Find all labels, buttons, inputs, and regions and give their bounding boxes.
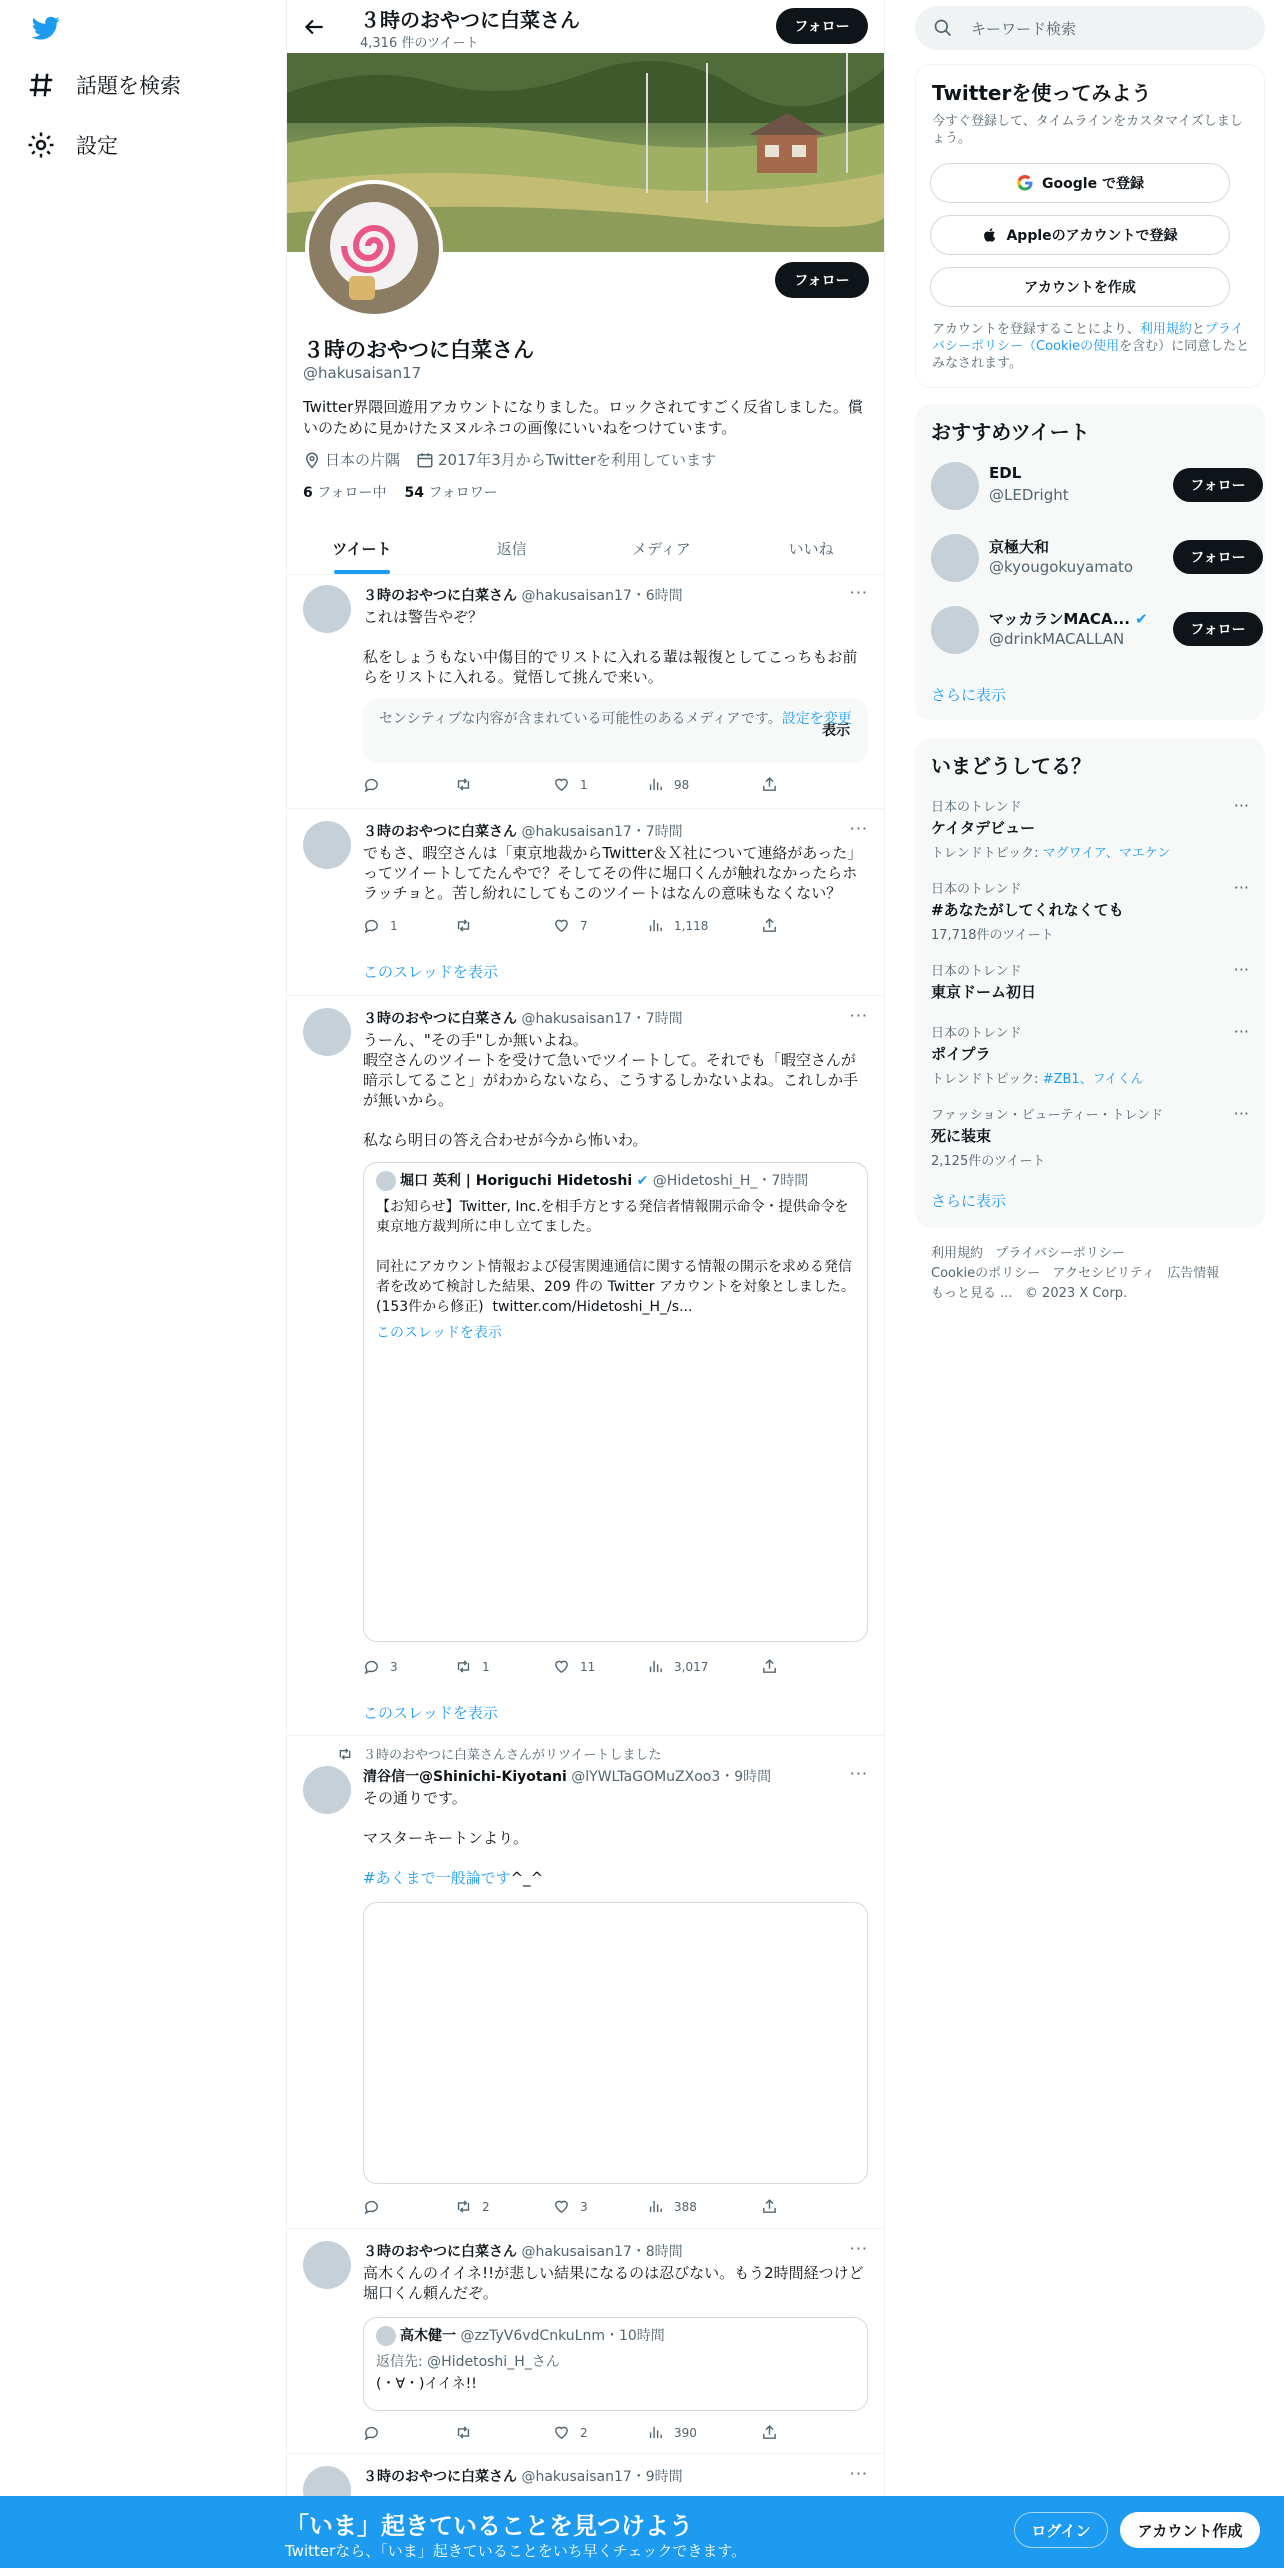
trend-tweet-count: 2,125件のツイート xyxy=(931,1154,1046,1169)
retweet-icon xyxy=(455,2198,472,2215)
quoted-tweet[interactable] xyxy=(363,2317,868,2411)
like-count: 2 xyxy=(580,2425,588,2440)
quote-header xyxy=(376,1171,808,1191)
recommended-account[interactable] xyxy=(931,528,1249,588)
apple-icon xyxy=(982,226,998,244)
trend-topic-links[interactable]: マグワイア、マエケン xyxy=(1042,846,1171,861)
location-pin-icon xyxy=(303,451,321,469)
tweet[interactable] xyxy=(287,809,885,996)
more-icon[interactable]: ··· xyxy=(849,1764,868,1783)
quoted-tweet[interactable] xyxy=(363,1162,868,1642)
tweet-author-name[interactable]: 清谷信一@Shinichi-Kiyotani xyxy=(363,1769,567,1785)
views-chart-icon xyxy=(647,1658,664,1675)
avatar[interactable] xyxy=(931,462,979,510)
reply-button[interactable] xyxy=(363,1658,398,1675)
like-count: 3 xyxy=(580,2199,588,2214)
back-arrow-icon[interactable] xyxy=(301,14,327,40)
trend-topic-links[interactable]: #ZB1、フイくん xyxy=(1042,1072,1144,1087)
tweet[interactable] xyxy=(287,996,885,1736)
tweet-text: でもさ、暇空さんは「東京地裁からTwitter＆Ｘ社について連絡があった」ってツイートしてたんやで？そしてその件に堀口くんが触れなかったらホラッチョと。苦し紛れにしてもこのツイートはなんの意味もなくない？ xyxy=(363,844,863,902)
tweet-header xyxy=(363,2466,683,2486)
trend-topics-prefix: トレンドトピック: xyxy=(931,846,1043,861)
recommended-title: おすすめツイート xyxy=(931,420,1090,444)
views-chart-icon xyxy=(647,776,664,793)
views-count: 98 xyxy=(674,777,690,792)
heart-icon xyxy=(553,2198,570,2215)
avatar[interactable] xyxy=(931,534,979,582)
footer-line-2[interactable]: Cookieのポリシー アクセシビリティ 広告情報 xyxy=(931,1266,1220,1281)
tweet-header xyxy=(363,821,683,841)
retweet-button[interactable] xyxy=(455,1658,490,1675)
trend-item[interactable] xyxy=(931,1022,1249,1087)
views-chart-icon xyxy=(647,2198,664,2215)
signup-terms xyxy=(932,321,1250,372)
login-prompt-subtitle: Twitterなら、「いま」起きていることをいち早くチェックできます。 xyxy=(285,2542,747,2560)
tab-likes[interactable]: いいね xyxy=(788,539,834,558)
trend-item[interactable] xyxy=(931,960,1249,1002)
avatar[interactable] xyxy=(303,1008,351,1056)
signup-button[interactable]: アカウント作成 xyxy=(1120,2512,1260,2548)
apple-signup-button[interactable] xyxy=(930,215,1230,255)
retweeted-by-text[interactable]: ３時のおやつに白菜さんさんがリツイートしました xyxy=(363,1748,662,1763)
show-more-link[interactable]: さらに表示 xyxy=(931,686,1007,704)
signup-card xyxy=(915,64,1265,388)
tweet-author-name[interactable]: ３時のおやつに白菜さん xyxy=(363,2244,517,2260)
quote-avatar xyxy=(376,2326,396,2346)
share-button[interactable] xyxy=(761,2424,778,2441)
recommended-card xyxy=(915,404,1265,720)
avatar[interactable] xyxy=(303,1766,351,1814)
heart-icon xyxy=(553,1658,570,1675)
nav-settings-label: 設定 xyxy=(76,134,118,158)
tweet-text: これは警告やぞ？ 私をしょうもない中傷目的でリストに入れる輩は報復としてこっちもお前らをリストに入れる。覚悟して挑んで来い。 xyxy=(363,608,858,686)
trends-card xyxy=(915,738,1265,1228)
tweet-handle-time: @hakusaisan17・7時間 xyxy=(521,824,683,840)
views-button[interactable] xyxy=(647,776,689,793)
show-media-button[interactable]: 表示 xyxy=(822,723,850,739)
follow-button[interactable]: フォロー xyxy=(1173,540,1263,574)
reply-icon xyxy=(363,2198,380,2215)
tweet-hashtag-line xyxy=(363,1868,868,1888)
like-button[interactable] xyxy=(553,2198,588,2215)
like-button[interactable] xyxy=(553,2424,588,2441)
share-icon xyxy=(761,1658,778,1675)
quote-show-thread[interactable]: このスレッドを表示 xyxy=(376,1325,502,1341)
retweet-button[interactable] xyxy=(455,917,482,934)
nav-settings[interactable] xyxy=(26,130,118,160)
nav-explore-label: 話題を検索 xyxy=(76,74,181,98)
footer-line-3[interactable]: もっと見る ... © 2023 X Corp. xyxy=(931,1286,1128,1301)
tweet-handle-time: @hakusaisan17・8時間 xyxy=(521,2244,683,2260)
heart-icon xyxy=(553,2424,570,2441)
hashtag-icon xyxy=(26,70,56,100)
retweet-icon xyxy=(455,776,472,793)
terms-text-pre: アカウントを登録することにより、 xyxy=(932,322,1140,337)
trend-topics xyxy=(931,842,1249,861)
login-prompt-bar xyxy=(0,2496,1284,2568)
media-embed[interactable] xyxy=(363,1902,868,2184)
trend-name: ポイプラ xyxy=(931,1045,991,1063)
more-icon[interactable]: ··· xyxy=(1233,960,1249,979)
profile-avatar[interactable] xyxy=(305,180,443,318)
tweet-handle-time: @hakusaisan17・6時間 xyxy=(521,588,683,604)
views-count: 3,017 xyxy=(674,1659,709,1674)
share-icon xyxy=(761,2424,778,2441)
share-icon xyxy=(761,776,778,793)
quote-author-name: 高木健一 xyxy=(400,2328,456,2344)
tab-replies[interactable]: 返信 xyxy=(496,539,527,558)
retweet-context xyxy=(337,1744,661,1763)
apple-signup-label: Appleのアカウントで登録 xyxy=(1006,228,1178,244)
tweet-handle-time: @hakusaisan17・7時間 xyxy=(521,1011,683,1027)
tweet-author-name[interactable]: ３時のおやつに白菜さん xyxy=(363,2469,517,2485)
quote-handle-time: @Hidetoshi_H_・7時間 xyxy=(652,1173,809,1189)
profile-follow-stats xyxy=(303,482,498,502)
heart-icon xyxy=(553,917,570,934)
retweet-button[interactable] xyxy=(455,2198,490,2215)
share-button[interactable] xyxy=(761,1658,778,1675)
tweet-header xyxy=(363,1766,771,1786)
trend-item[interactable] xyxy=(931,796,1249,861)
login-button[interactable]: ログイン xyxy=(1014,2512,1108,2548)
search-placeholder: キーワード検索 xyxy=(971,19,1077,38)
views-chart-icon xyxy=(647,917,664,934)
tweet-author-name[interactable]: ３時のおやつに白菜さん xyxy=(363,588,517,604)
quote-header xyxy=(376,2326,665,2346)
trends-title: いまどうしてる？ xyxy=(931,754,1091,778)
header-name: ３時のおやつに白菜さん xyxy=(360,8,580,32)
trend-category: ファッション・ビューティー・トレンド xyxy=(931,1108,1164,1123)
tweet[interactable] xyxy=(287,2229,885,2454)
quote-text: 【お知らせ】Twitter, Inc.を相手方とする発信者情報開示命令・提供命令を東京地方裁判所に申し立てました。 同社にアカウント情報および侵害関連通信に関する情報の開示を求める発信者を改めて検討した結果、209 件の Twitter アカウントを対象としました。(153件から修正) twitter.com/Hidetoshi_H_/s... xyxy=(376,1199,855,1315)
followers-label: フォロワー xyxy=(428,485,498,501)
reply-icon xyxy=(363,2424,380,2441)
followers-count: 54 xyxy=(404,485,424,501)
tweet-author-name[interactable]: ３時のおやつに白菜さん xyxy=(363,824,517,840)
tab-tweets[interactable]: ツイート xyxy=(287,522,437,574)
profile-handle: @hakusaisan17 xyxy=(303,364,422,382)
following-link[interactable] xyxy=(303,482,387,502)
trend-item[interactable] xyxy=(931,878,1249,943)
retweet-icon xyxy=(455,1658,472,1675)
share-icon xyxy=(761,2198,778,2215)
views-button[interactable] xyxy=(647,2198,697,2215)
account-name-text: マッカランMACA... xyxy=(989,610,1130,628)
tweet[interactable] xyxy=(287,1736,885,2229)
tweet-header xyxy=(363,2241,683,2261)
quote-avatar xyxy=(376,1171,396,1191)
tweet-header xyxy=(363,1008,683,1028)
trend-topics-prefix: トレンドトピック: xyxy=(931,1072,1043,1087)
more-icon[interactable]: ··· xyxy=(849,1006,868,1025)
avatar[interactable] xyxy=(303,821,351,869)
tweet-handle-time: @hakusaisan17・9時間 xyxy=(521,2469,683,2485)
recommended-account[interactable] xyxy=(931,600,1249,660)
account-name: EDL xyxy=(989,464,1022,482)
reply-icon xyxy=(363,776,380,793)
trend-name: 死に装束 xyxy=(931,1127,992,1145)
views-button[interactable] xyxy=(647,917,708,934)
trend-category: 日本のトレンド xyxy=(931,1026,1022,1041)
change-settings-link[interactable]: 設定を変更 xyxy=(781,711,852,727)
calendar-icon xyxy=(416,451,434,469)
reply-icon xyxy=(363,1658,380,1675)
account-handle: @kyougokuyamato xyxy=(989,558,1134,576)
quote-handle-time: @zzTyV6vdCnkuLnm・10時間 xyxy=(460,2328,665,2344)
retweet-count: 2 xyxy=(482,2199,490,2214)
account-name xyxy=(989,608,1148,629)
footer-line-1[interactable]: 利用規約 プライバシーポリシー xyxy=(931,1246,1125,1261)
tweet-text: 高木くんのイイネ!!が悲しい結果になるのは忍びない。もう2時間経つけど堀口くん頼んだぞ。 xyxy=(363,2264,864,2302)
more-icon[interactable]: ··· xyxy=(849,819,868,838)
header-tweet-count: 4,316 件のツイート xyxy=(360,36,479,51)
reply-button[interactable] xyxy=(363,2198,390,2215)
views-count: 1,118 xyxy=(674,918,709,933)
quote-text: (・∀・)イイネ!! xyxy=(376,2376,477,2392)
cookie-link[interactable]: （Cookieの使用 xyxy=(1023,339,1120,354)
sensitive-media-notice xyxy=(363,699,868,763)
more-icon[interactable]: ··· xyxy=(849,2464,868,2483)
quote-reply-to: 返信先: @Hidetoshi_H_さん xyxy=(376,2354,560,2370)
retweet-icon xyxy=(337,1746,353,1762)
privacy-link[interactable]: プライバシーポリシー xyxy=(932,322,1244,354)
google-signup-button[interactable] xyxy=(930,163,1230,203)
like-button[interactable] xyxy=(553,1658,595,1675)
tweet-header xyxy=(363,585,683,605)
retweet-icon xyxy=(455,917,472,934)
more-icon[interactable]: ··· xyxy=(1233,796,1249,815)
profile-follow-button[interactable]: フォロー xyxy=(775,262,869,298)
search-input[interactable] xyxy=(915,6,1265,50)
main-column xyxy=(286,0,885,2568)
trend-name: #あなたがしてくれなくても xyxy=(931,901,1124,919)
like-button[interactable] xyxy=(553,776,588,793)
retweet-button[interactable] xyxy=(455,2424,482,2441)
avatar[interactable] xyxy=(303,2241,351,2289)
verified-badge-icon: ✔ xyxy=(636,1173,649,1189)
tab-media[interactable]: メディア xyxy=(631,539,691,558)
reply-icon xyxy=(363,917,380,934)
profile-joined xyxy=(416,449,716,470)
like-count: 1 xyxy=(580,777,588,792)
search-icon xyxy=(933,18,953,38)
trend-tweet-count: 17,718件のツイート xyxy=(931,928,1054,943)
terms-link[interactable]: 利用規約 xyxy=(1139,322,1192,337)
views-button[interactable] xyxy=(647,1658,708,1675)
heart-icon xyxy=(553,776,570,793)
like-count: 7 xyxy=(580,918,588,933)
reply-button[interactable] xyxy=(363,776,390,793)
trend-topics xyxy=(931,1068,1249,1087)
trend-item[interactable] xyxy=(931,1104,1249,1169)
show-thread-link[interactable]: このスレッドを表示 xyxy=(363,963,498,981)
followers-link[interactable] xyxy=(405,482,498,502)
more-icon[interactable]: ··· xyxy=(1233,1022,1249,1041)
share-button[interactable] xyxy=(761,2198,778,2215)
retweet-icon xyxy=(455,2424,472,2441)
retweet-button[interactable] xyxy=(455,776,482,793)
share-icon xyxy=(761,917,778,934)
twitter-bird-icon[interactable] xyxy=(30,14,62,42)
trend-category: 日本のトレンド xyxy=(931,964,1022,979)
verified-badge-icon: ✔ xyxy=(1135,610,1148,628)
share-button[interactable] xyxy=(761,776,778,793)
trend-category: 日本のトレンド xyxy=(931,882,1022,897)
profile-location-text: 日本の片隅 xyxy=(325,451,401,469)
tweet-handle-time: @lYWLTaGOMuZXoo3・9時間 xyxy=(571,1769,772,1785)
profile-tabs xyxy=(287,522,885,575)
google-icon xyxy=(1016,174,1034,192)
follow-button[interactable]: フォロー xyxy=(1173,468,1263,502)
profile-header-bar xyxy=(287,0,885,53)
login-prompt-title: 「いま」起きていることを見つけよう xyxy=(285,2512,693,2540)
create-account-button[interactable]: アカウントを作成 xyxy=(930,267,1230,307)
terms-text-post: を含む）に同意したとみなされます。 xyxy=(932,339,1250,371)
avatar[interactable] xyxy=(303,585,351,633)
views-count: 388 xyxy=(674,2199,697,2214)
views-button[interactable] xyxy=(647,2424,697,2441)
reply-count: 1 xyxy=(390,918,398,933)
nav-explore[interactable] xyxy=(26,70,181,100)
profile-location xyxy=(303,449,400,470)
footer-links xyxy=(931,1244,1219,1304)
tweet-text: うーん、"その手"しか無いよね。 暇空さんのツイートを受けて急いでツイートして。それでも「暇空さんが暗示してること」がわからないなら、こうするしかないよね。これしか手が無いから。 私なら明日の答え合わせが今から怖いわ。 xyxy=(363,1031,859,1149)
recommended-account[interactable] xyxy=(931,456,1249,516)
header-follow-button[interactable]: フォロー xyxy=(776,8,868,44)
account-handle: @LEDright xyxy=(989,486,1069,504)
trend-name: ケイタデビュー xyxy=(931,819,1035,837)
profile-name: ３時のおやつに白菜さん xyxy=(303,338,534,362)
more-icon[interactable]: ··· xyxy=(849,583,868,602)
profile-meta xyxy=(303,449,716,470)
tweet[interactable] xyxy=(287,575,885,809)
more-icon[interactable]: ··· xyxy=(1233,878,1249,897)
quote-author-name: 堀口 英利 | Horiguchi Hidetoshi xyxy=(400,1173,633,1189)
show-thread-link[interactable]: このスレッドを表示 xyxy=(363,1704,498,1722)
like-button[interactable] xyxy=(553,917,588,934)
account-handle: @drinkMACALLAN xyxy=(989,630,1125,648)
views-count: 390 xyxy=(674,2425,697,2440)
views-chart-icon xyxy=(647,2424,664,2441)
tweet-text: その通りです。 マスターキートンより。 xyxy=(363,1789,529,1847)
google-signup-label: Google で登録 xyxy=(1042,176,1144,192)
retweet-count: 1 xyxy=(482,1659,490,1674)
trend-name: 東京ドーム初日 xyxy=(931,983,1037,1001)
show-more-link[interactable]: さらに表示 xyxy=(931,1192,1007,1210)
profile-bio: Twitter界隈回遊用アカウントになりました。ロックされてすごく反省しました。償いのために見かけたヌヌルネコの画像にいいねをつけています。 xyxy=(303,398,863,437)
gear-icon xyxy=(26,130,56,160)
sensitive-text: センシティブな内容が含まれている可能性のあるメディアです。 xyxy=(379,711,782,727)
profile-joined-text: 2017年3月からTwitterを利用しています xyxy=(438,451,717,469)
reply-count: 3 xyxy=(390,1659,398,1674)
left-nav xyxy=(0,0,286,2568)
more-icon[interactable]: ··· xyxy=(849,2239,868,2258)
reply-button[interactable] xyxy=(363,2424,390,2441)
trend-category: 日本のトレンド xyxy=(931,800,1022,815)
following-label: フォロー中 xyxy=(317,485,387,501)
like-count: 11 xyxy=(580,1659,596,1674)
hashtag-link[interactable]: #あくまで一般論です xyxy=(363,1869,511,1887)
naruto-avatar-image xyxy=(309,184,439,314)
follow-button[interactable]: フォロー xyxy=(1173,612,1263,646)
share-button[interactable] xyxy=(761,917,778,934)
hashtag-tail: ^_^ xyxy=(510,1869,544,1887)
signup-title: Twitterを使ってみよう xyxy=(932,81,1152,105)
signup-subtitle: 今すぐ登録して、タイムラインをカスタマイズしましょう。 xyxy=(932,114,1243,146)
avatar[interactable] xyxy=(931,606,979,654)
more-icon[interactable]: ··· xyxy=(1233,1104,1249,1123)
following-count: 6 xyxy=(303,485,313,501)
account-name: 京極大和 xyxy=(989,538,1050,556)
tweet-author-name[interactable]: ３時のおやつに白菜さん xyxy=(363,1011,517,1027)
reply-button[interactable] xyxy=(363,917,398,934)
terms-text-mid: と xyxy=(1191,322,1205,337)
